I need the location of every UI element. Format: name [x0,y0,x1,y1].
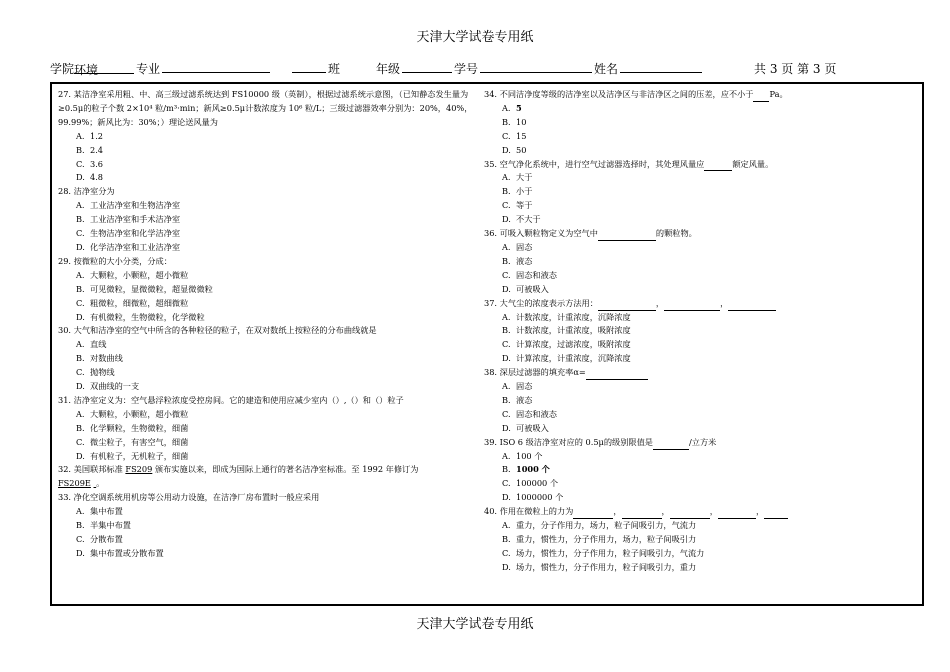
option-label: C. [502,408,511,419]
option-text: 计数浓度，计重浓度，沉降浓度 [516,311,631,322]
answer-option[interactable] [484,547,914,561]
option-text: 工业洁净室和生物洁净室 [90,200,181,211]
answer-option[interactable] [484,102,914,116]
answer-option[interactable] [58,269,483,283]
answer-option[interactable] [58,213,483,227]
option-text: 半集中布置 [90,520,131,531]
option-label: B. [502,186,511,197]
answer-blank[interactable] [728,298,776,311]
option-text: 直线 [90,339,107,350]
answer-blank[interactable] [664,298,720,311]
option-label: B. [502,464,511,475]
name-label: 姓名 [594,62,619,76]
answer-option[interactable] [58,199,483,213]
answer-option[interactable] [484,213,914,227]
option-text: 可见微粒，显微微粒，超显微微粒 [90,283,213,294]
option-label: B. [76,422,85,433]
answer-blank[interactable] [670,506,710,519]
option-text: 100 个 [516,450,543,461]
answer-blank[interactable] [598,228,656,241]
option-label: D. [76,381,85,392]
option-text: 不大于 [516,214,541,225]
answer-blank[interactable] [718,506,756,519]
option-text: 50 [516,144,527,155]
left-column [58,88,483,561]
option-text: 对数曲线 [90,353,123,364]
answer-option[interactable] [58,422,483,436]
option-text: 大颗粒，小颗粒，超小微粒 [90,269,189,280]
student-id-label: 学号 [454,62,479,76]
option-text: 可被吸入 [516,283,549,294]
option-text: 固态 [516,381,533,392]
answer-option[interactable] [484,408,914,422]
answer-option[interactable] [484,116,914,130]
answer-option[interactable] [58,311,483,325]
answer-option[interactable] [58,436,483,450]
option-text: 计数浓度，计重浓度，吸附浓度 [516,325,631,336]
option-label: A. [76,408,85,419]
option-text: 等于 [516,200,533,211]
grade-label: 年级 [376,62,401,76]
option-text: 重力，惯性力，分子作用力，场力，粒子间吸引力 [516,534,697,544]
option-label: A. [76,506,85,517]
option-label: C. [502,269,511,280]
option-label: A. [502,172,511,183]
answer-blank[interactable]: FS209E [58,478,91,489]
answer-option[interactable] [58,408,483,422]
answer-option[interactable] [58,283,483,297]
option-text: 液态 [516,394,533,405]
option-label: C. [502,200,511,211]
option-label: D. [502,283,511,294]
question-29: 29. 按微粒的大小分类，分成： A. 大颗粒，小颗粒，超小微粒 B. 可见微粒，显微微粒，超显微微粒 C. 粗微粒，细微粒，超细微粒 D. 有机微粒，生物微粒，化学微粒 [58,255,483,325]
answer-option[interactable] [484,185,914,199]
answer-blank[interactable] [573,506,613,519]
answer-option[interactable] [484,463,914,477]
option-label: C. [76,158,85,169]
answer-blank[interactable] [753,89,769,102]
option-text: 1000000 个 [516,492,564,503]
right-column [484,88,914,575]
option-text: 可被吸入 [516,422,549,433]
exam-content-frame [50,82,924,606]
option-label: B. [76,520,85,531]
answer-option[interactable] [484,144,914,158]
answer-option[interactable] [484,199,914,213]
option-text: 5 [516,102,522,113]
option-text: 1.2 [90,130,104,141]
answer-option[interactable] [58,171,483,185]
option-text: 化学颗粒，生物微粒，细菌 [90,422,189,433]
answer-option[interactable] [58,366,483,380]
college-value: 环境 [74,63,99,77]
option-text: 双曲线的一支 [90,381,140,392]
class-label: 班 [328,62,341,76]
option-label: D. [502,561,511,572]
question-38: 38. 深层过滤器的填充率α= A. 固态 B. 液态 C. 固态和液态 D. 可被吸入 [484,366,914,436]
option-text: 抛物线 [90,367,115,378]
answer-option[interactable] [484,338,914,352]
option-label: A. [502,102,511,113]
option-text: 液态 [516,255,533,266]
option-text: 4.8 [90,172,104,183]
option-label: A. [76,200,85,211]
option-label: D. [76,547,85,558]
exam-header [50,60,900,76]
college-field[interactable] [74,60,134,77]
question-34: 34. 不同洁净度等级的洁净室以及洁净区与非洁净区之间的压差，应不小于 Pa。 A. 5 B. 10 C. 15 D. 50 [484,88,914,158]
option-text: 固态和液态 [516,408,557,419]
option-text: 固态和液态 [516,269,557,280]
answer-option[interactable] [484,269,914,283]
question-40: 40. 作用在微粒上的力为 ， ， ， ， A. 重力，分子作用力，场力，粒子间吸引力，气流力 B. 重力，惯性力，分子作用力，场力，粒子间吸引力 C. 场力，惯性力，分子作用力，粒子间吸引力，气流力 D. 场力，惯性力，分子作用力，粒子间吸引力，重力 [484,505,914,575]
answer-option[interactable] [58,158,483,172]
option-label: C. [502,547,511,558]
answer-option[interactable] [484,255,914,269]
answer-option[interactable] [58,352,483,366]
option-text: 工业洁净室和手术洁净室 [90,214,181,225]
option-text: 计算浓度，过滤浓度，吸附浓度 [516,339,631,350]
option-text: 3.6 [90,158,104,169]
footer-title: 天津大学试卷专用纸 [416,617,534,632]
answer-option[interactable] [58,505,483,519]
answer-option[interactable] [484,450,914,464]
option-text: 2.4 [90,144,104,155]
option-label: C. [76,436,85,447]
question-27: 27. 某洁净室采用粗、中、高三级过滤系统达到 FS10000 级（英制），根据过滤系统示意图，（已知静态发生量为≥0.5μ的粒子个数 2×10⁴ 粒/m³·min；新风≥0.5μ计数浓度为 10⁶ 粒/L；三级过滤器效率分别为：20%，40%，99.99%；新风比为：30%；）理论送风量为 A. 1.2 B. 2.4 C. 3.6 D. 4.8 [58,88,483,185]
question-36: 36. 可吸入颗粒物定义为空气中 的颗粒物。 A. 固态 B. 液态 C. 固态和液态 D. 可被吸入 [484,227,914,297]
option-label: A. [502,241,511,252]
option-label: C. [76,228,85,239]
answer-option[interactable] [484,561,914,575]
option-label: B. [76,353,85,364]
answer-blank[interactable]: FS209 [125,464,153,475]
option-text: 分散布置 [90,534,123,544]
option-label: B. [502,394,511,405]
answer-option[interactable] [58,547,483,561]
answer-option[interactable] [58,144,483,158]
option-label: B. [502,255,511,266]
option-label: D. [502,492,511,503]
option-text: 场力，惯性力，分子作用力，粒子间吸引力，重力 [516,561,697,572]
option-text: 集中布置 [90,506,123,517]
option-text: 15 [516,130,527,141]
option-label: A. [76,269,85,280]
answer-option[interactable] [484,519,914,533]
question-32: 32. 美国联邦标准 FS209 颁布实施以来，即成为国际上通行的著名洁净室标准。至 1992 年修订为 FS209E 。 [58,464,419,489]
option-label: B. [76,214,85,225]
question-37: 37. 大气尘的浓度表示方法用： ， ， A. 计数浓度，计重浓度，沉降浓度 B. 计数浓度，计重浓度，吸附浓度 C. 计算浓度，过滤浓度，吸附浓度 D. 计算浓度，计重浓度，沉降浓度 [484,297,914,367]
option-label: D. [502,214,511,225]
option-text: 固态 [516,241,533,252]
option-text: 有机粒子，无机粒子，细菌 [90,450,189,461]
option-text: 场力，惯性力，分子作用力，粒子间吸引力，气流力 [516,547,705,558]
answer-option[interactable] [58,450,483,464]
answer-blank[interactable] [598,298,656,311]
option-text: 重力，分子作用力，场力，粒子间吸引力，气流力 [516,520,697,531]
option-label: D. [502,422,511,433]
option-label: D. [502,353,511,364]
option-label: C. [502,130,511,141]
option-text: 1000 个 [516,464,550,475]
option-label: B. [502,325,511,336]
option-label: A. [502,381,511,392]
answer-option[interactable] [484,491,914,505]
question-30: 30. 大气和洁净室的空气中所含的各种粒径的粒子，在双对数纸上按粒径的分布曲线就是 A. 直线 B. 对数曲线 C. 抛物线 D. 双曲线的一支 [58,324,483,394]
option-label: D. [76,450,85,461]
answer-option[interactable] [58,338,483,352]
option-label: B. [76,283,85,294]
option-label: B. [502,116,511,127]
option-label: C. [502,478,511,489]
option-text: 10 [516,116,527,127]
option-label: A. [76,130,85,141]
answer-option[interactable] [58,130,483,144]
option-label: C. [76,367,85,378]
answer-option[interactable] [484,533,914,547]
college-label: 学院 [50,62,75,76]
page-info: 共 3 页 第 3 页 [754,62,837,76]
option-label: C. [76,534,85,544]
question-31: 31. 洁净室定义为：空气悬浮粒浓度受控房间。它的建造和使用应减少室内（）,（）和（）粒子 A. 大颗粒，小颗粒，超小微粒 B. 化学颗粒，生物微粒，细菌 C. 微尘粒子，有害空气，细菌 D. 有机粒子，无机粒子，细菌 [58,394,483,464]
answer-blank[interactable] [586,367,648,380]
option-text: 化学洁净室和工业洁净室 [90,241,181,252]
option-text: 粗微粒，细微粒，超细微粒 [90,297,189,308]
answer-option[interactable] [58,227,483,241]
option-text: 有机微粒，生物微粒，化学微粒 [90,311,205,322]
answer-option[interactable] [484,422,914,436]
answer-option[interactable] [484,311,914,325]
answer-option[interactable] [484,283,914,297]
option-label: B. [502,534,511,544]
answer-option[interactable] [484,394,914,408]
option-label: A. [502,450,511,461]
answer-option[interactable] [484,171,914,185]
answer-option[interactable] [484,130,914,144]
answer-blank[interactable] [653,437,689,450]
answer-option[interactable] [58,533,483,547]
answer-option[interactable] [58,380,483,394]
answer-option[interactable] [58,519,483,533]
answer-option[interactable] [484,241,914,255]
option-text: 集中布置或分散布置 [90,547,164,558]
answer-blank[interactable] [764,506,788,519]
option-label: D. [76,172,85,183]
option-text: 生物洁净室和化学洁净室 [90,228,181,239]
option-text: 大于 [516,172,533,183]
answer-option[interactable] [58,297,483,311]
option-label: C. [76,297,85,308]
option-label: C. [502,339,511,350]
option-label: A. [502,520,511,531]
page-title: 天津大学试卷专用纸 [416,30,534,45]
question-33: 33. 净化空调系统用机房等公用动力设施，在洁净厂房布置时一般应采用 A. 集中布置 B. 半集中布置 C. 分散布置 D. 集中布置或分散布置 [58,491,483,561]
question-35: 35. 空气净化系统中，进行空气过滤器选择时，其处理风量应 额定风量。 A. 大于 B. 小于 C. 等于 D. 不大于 [484,158,914,228]
option-label: D. [502,144,511,155]
option-text: 微尘粒子，有害空气，细菌 [90,436,189,447]
major-label: 专业 [136,62,161,76]
answer-option[interactable] [484,477,914,491]
answer-option[interactable] [484,352,914,366]
option-label: D. [76,311,85,322]
question-39: 39. ISO 6 级洁净室对应的 0.5μ的级别限值是 /立方米 A. 100 个 B. 1000 个 C. 100000 个 D. 1000000 个 [484,436,914,506]
option-label: B. [76,144,85,155]
answer-blank[interactable] [622,506,662,519]
answer-option[interactable] [58,241,483,255]
option-text: 小于 [516,186,533,197]
option-text: 计算浓度，计重浓度，沉降浓度 [516,353,631,364]
option-text: 100000 个 [516,478,559,489]
option-label: A. [502,311,511,322]
answer-blank[interactable] [704,158,732,171]
option-label: A. [76,339,85,350]
answer-option[interactable] [484,380,914,394]
question-28: 28. 洁净室分为 A. 工业洁净室和生物洁净室 B. 工业洁净室和手术洁净室 C. 生物洁净室和化学洁净室 D. 化学洁净室和工业洁净室 [58,185,483,255]
answer-option[interactable] [484,324,914,338]
option-text: 大颗粒，小颗粒，超小微粒 [90,408,189,419]
option-label: D. [76,241,85,252]
